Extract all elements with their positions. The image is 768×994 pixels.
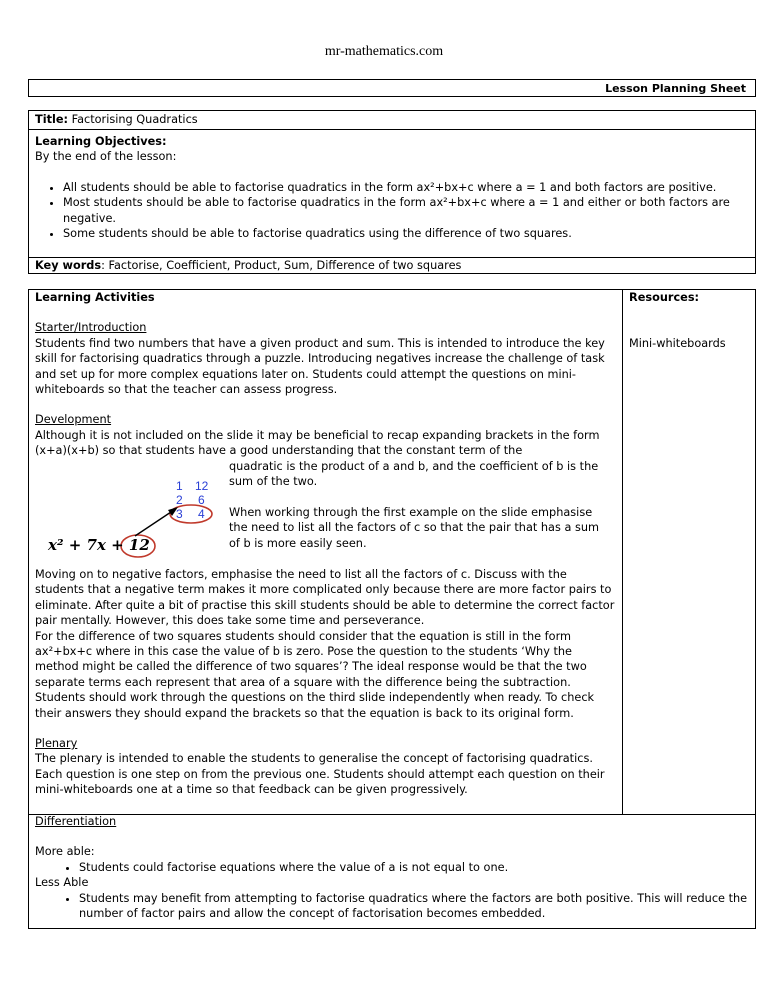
activities-column <box>29 290 622 459</box>
development-heading: Development <box>35 413 112 427</box>
arrow-line <box>135 510 174 536</box>
factor-pair-1-b: 12 <box>195 479 209 493</box>
site-url: mr-mathematics.com <box>324 44 444 59</box>
activities-table <box>28 289 756 929</box>
factor-pair-2-b: 6 <box>198 493 205 507</box>
more-able-label: More able: <box>35 845 95 859</box>
title-label: Title: <box>35 113 69 126</box>
lesson-overview-table <box>28 110 756 274</box>
objective-item: • All students should be able to factorise quadratics in the form ax²+bx+c where a = 1 and both factors are positive. <box>63 180 749 195</box>
resources-item: Mini-whiteboards <box>629 337 726 351</box>
objectives-heading: Learning Objectives: <box>35 135 167 148</box>
development-side-text <box>229 459 609 551</box>
more-able-item: • Students could factorise equations where the value of a is not equal to one. <box>79 860 749 875</box>
keywords-row <box>29 258 755 274</box>
more-able-list <box>35 860 749 875</box>
differentiation-section <box>29 814 755 921</box>
quadratic-expression: x² + 7x + 12 <box>48 536 150 554</box>
plenary-heading: Plenary <box>35 737 78 751</box>
quadratic-constant: 12 <box>128 536 150 554</box>
objectives-list <box>35 180 749 242</box>
objective-item: • Most students should be able to factorise quadratics in the form ax²+bx+c where a = 1 and either or both factors are negative. <box>63 195 749 226</box>
starter-text: Students find two numbers that have a given product and sum. This is intended to introduce the key skill for factorising quadratics through a puzzle. Introducing negatives increase the challenge of task and set up for more complex equations later on. Students could attempt the questions on mini-whiteboards so that the teacher can assess progress. <box>35 336 605 397</box>
objective-item: • Some students should be able to factorise quadratics using the difference of two squares. <box>63 226 749 241</box>
less-able-list <box>35 891 749 922</box>
title-row <box>29 111 755 130</box>
development-text-negative: Moving on to negative factors, emphasise the need to list all the factors of c. Discuss with the students that a negative term makes it more complicated only because there are more factor pairs to eliminate. After quite a bit of practise this skill students should be able to determine the correct factor pair mentally. However, this does take some time and perseverance. <box>35 568 615 628</box>
factor-pair-3-a: 3 <box>176 507 183 521</box>
development-side-text-2: When working through the first example on the slide emphasise the need to list all the factors of c so that the pair that has a sum of b is more easily seen. <box>229 505 600 550</box>
starter-heading: Starter/Introduction <box>35 321 147 335</box>
keywords-label: Key words <box>35 259 102 272</box>
development-side-text-1: quadratic is the product of a and b, and the coefficient of b is the sum of the two. <box>229 460 599 489</box>
less-able-item: • Students may benefit from attempting to factorise quadratics where the factors are both positive. This will reduce the number of factor pairs and allow the concept of factorisation becomes embedded. <box>79 891 749 922</box>
objectives-row <box>29 130 755 258</box>
development-text-intro: Although it is not included on the slide it may be beneficial to recap expanding brackets in the form (x+a)(x+b) so that students have a good understanding that the constant term of the <box>35 428 600 458</box>
keywords-value: : Factorise, Coefficient, Product, Sum, Difference of two squares <box>101 259 462 272</box>
lesson-planning-header: Lesson Planning Sheet <box>28 79 756 97</box>
title-value: Factorising Quadratics <box>68 113 198 126</box>
column-divider <box>622 290 623 814</box>
objectives-intro: By the end of the lesson: <box>35 150 177 164</box>
factor-pair-2-a: 2 <box>176 493 183 507</box>
resources-heading: Resources: <box>629 291 700 304</box>
factor-pair-3-b: 4 <box>198 507 205 521</box>
activities-column-lower <box>29 567 622 798</box>
less-able-label: Less Able <box>35 876 89 890</box>
resources-column <box>623 290 755 352</box>
factor-pair-1-a: 1 <box>176 479 183 493</box>
development-text-squares: For the difference of two squares students should consider that the equation is still in the form ax²+bx+c where in this case the value of b is zero. Pose the question to the students ‘Why the method might be called the difference of two squares’? The ideal response would be that the two separate terms each represent that area of a square with the difference being the subtraction. Students should work through the questions on the third slide independently when ready. To check their answers they should expand the brackets so that the equation is back to its original form. <box>35 629 595 720</box>
differentiation-heading: Differentiation <box>35 815 117 828</box>
activities-heading: Learning Activities <box>35 291 155 304</box>
plenary-text: The plenary is intended to enable the students to generalise the concept of factorising quadratics. Each question is one step on from the previous one. Students should attempt each question on their mini-whiteboards one at a time so that feedback can be given progressively. <box>35 752 605 797</box>
